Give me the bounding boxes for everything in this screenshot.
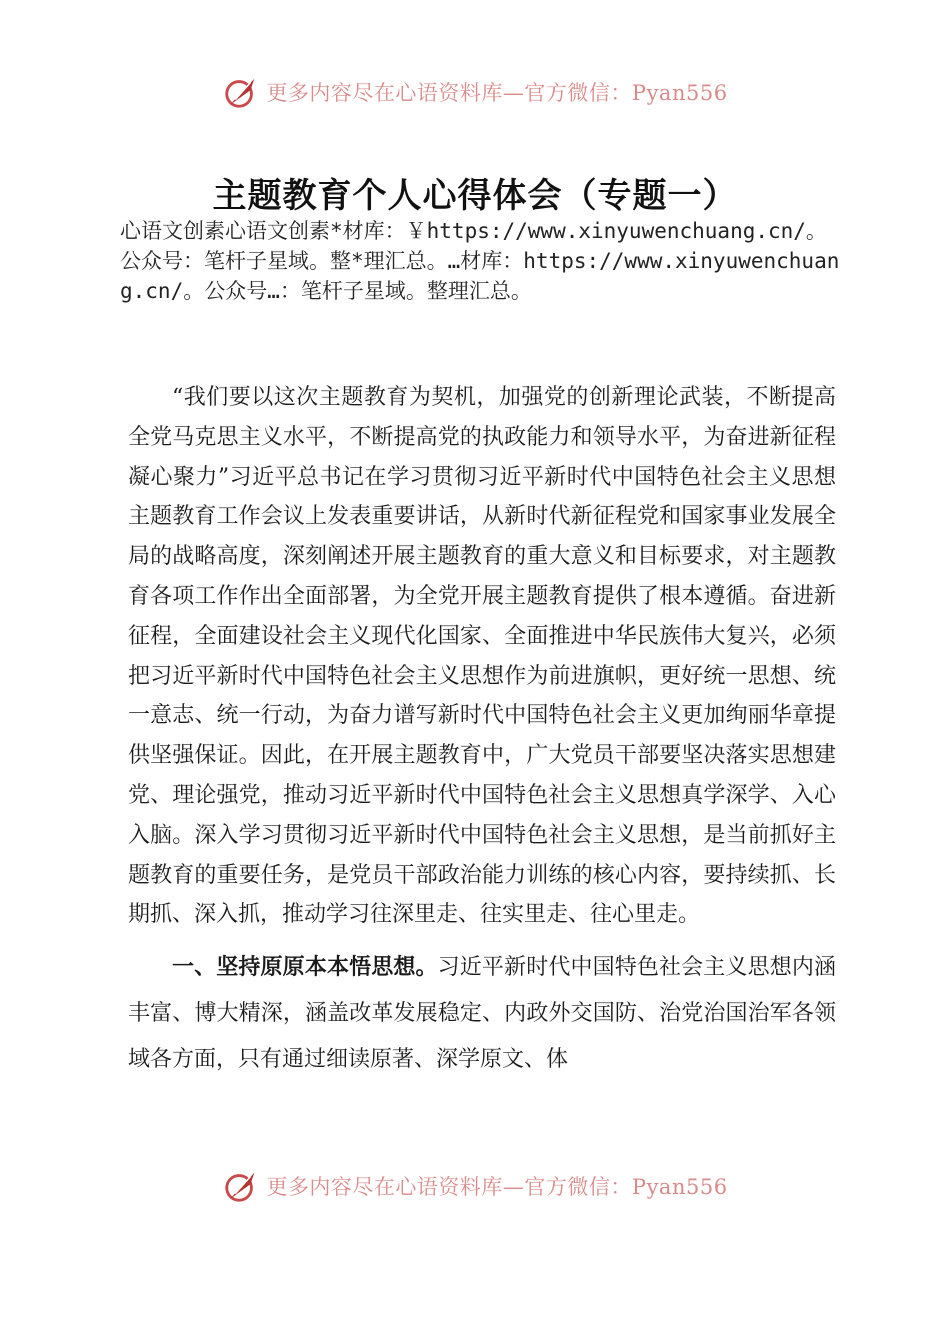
section-heading: 一、坚持原原本本悟思想。 (172, 955, 438, 981)
watermark-banner-top (0, 72, 950, 112)
document-title: 主题教育个人心得体会（专题一） (212, 176, 738, 216)
section-text: 习近平新时代中国特色社会主义思想内涵丰富、博大精深，涵盖改革发展稳定、内政外交国防、治党治国治军各领域各方面，只有通过细读原著、深学原文、体 (128, 955, 836, 1073)
body-paragraph: “我们要以这次主题教育为契机，加强党的创新理论武装，不断提高全党马克思主义水平，不断提高党的执政能力和领导水平，为奋进新征程凝心聚力”习近平总书记在学习贯彻习近平新时代中国特色社会主义思想主题教育工作会议上发表重要讲话，从新时代新征程党和国家事业发展全局的战略高度，深刻阐述开展主题教育的重大意义和目标要求，对主题教育各项工作作出全面部署，为全党开展主题教育提供了根本遵循。奋进新征程，全面建设社会主义现代化国家、全面推进中华民族伟大复兴，必须把习近平新时代中国特色社会主义思想作为前进旗帜，更好统一思想、统一意志、统一行动，为奋力谱写新时代中国特色社会主义更加绚丽华章提供坚强保证。因此，在开展主题教育中，广大党员干部要坚决落实思想建党、理论强党，推动习近平新时代中国特色社会主义思想真学深学、入心入脑。深入学习贯彻习近平新时代中国特色社会主义思想，是当前抓好主题教育的重要任务，是党员干部政治能力训练的核心内容，要持续抓、长期抓、深入抓，推动学习往深里走、往实里走、往心里走。 (128, 385, 836, 928)
source-note: 心语文创素心语文创素*材库：￥https://www.xinyuwenchuang.cn/。公众号：笔杆子星域。整*理汇总。…材库：https://www.xinyuwenchuang.cn/。公众号…：笔杆子星域。整理汇总。 (120, 219, 840, 303)
feather-pen-seal-icon (222, 1167, 260, 1205)
body-paragraph (128, 945, 836, 1083)
watermark-text: 更多内容尽在心语资料库—官方微信：Pyan556 (266, 81, 728, 105)
watermark-banner-bottom (0, 1166, 950, 1206)
feather-pen-seal-icon (222, 73, 260, 111)
watermark-text: 更多内容尽在心语资料库—官方微信：Pyan556 (266, 1175, 728, 1199)
document-body (128, 378, 836, 1083)
